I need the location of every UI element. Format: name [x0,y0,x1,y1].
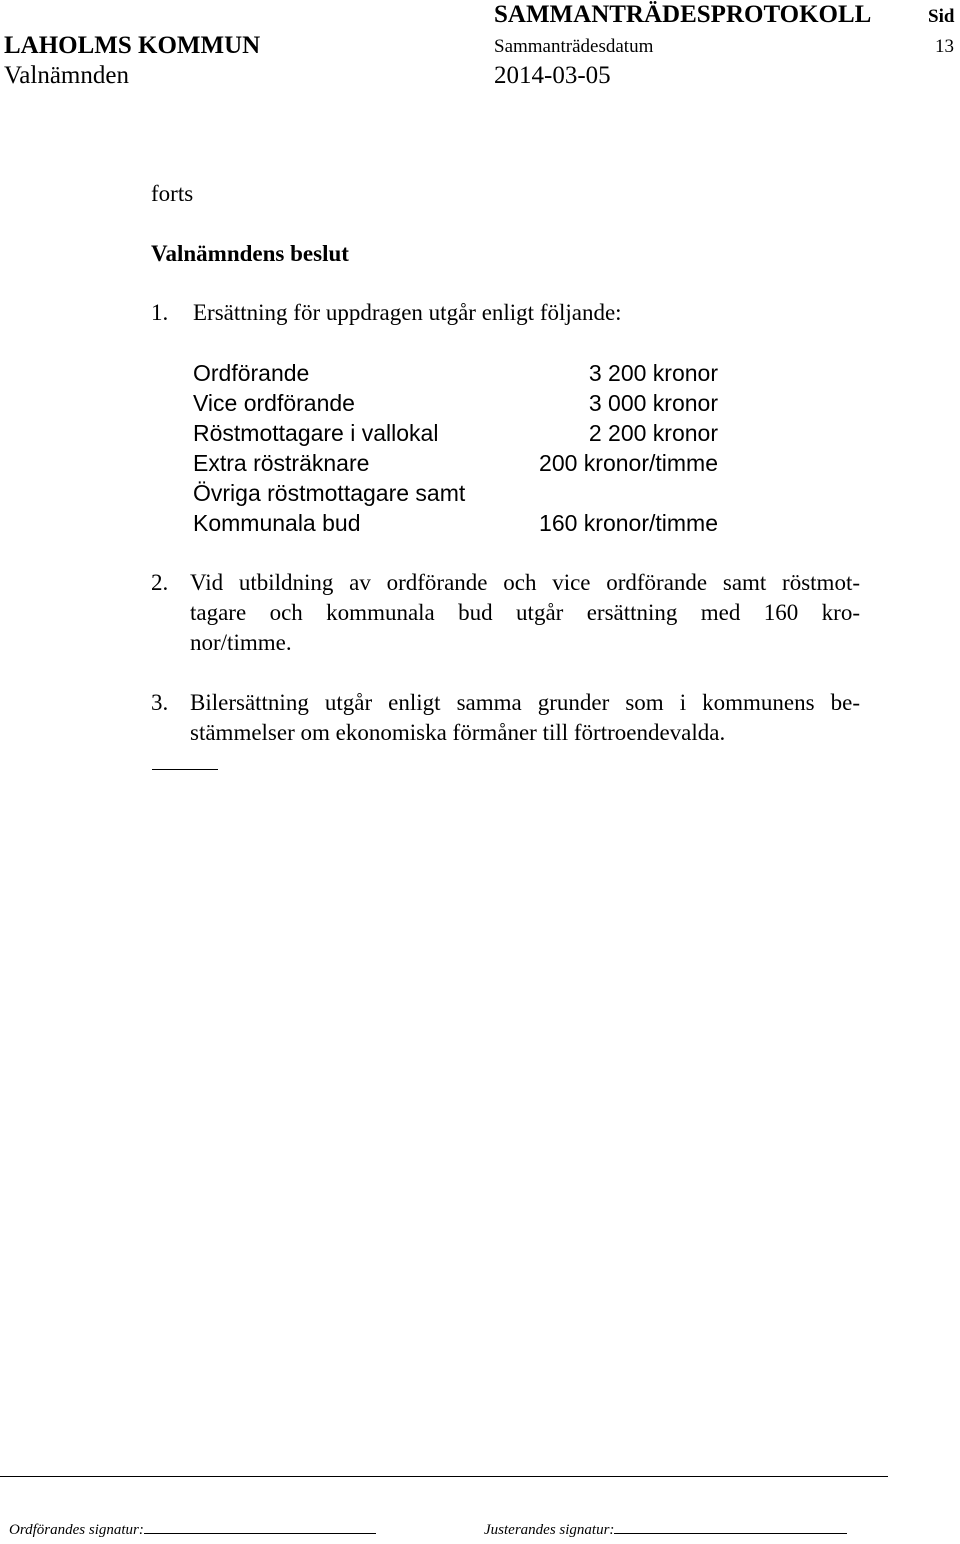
committee-name: Valnämnden [4,62,129,89]
rate-role: Vice ordförande [193,390,355,416]
rate-role: Ordförande [193,360,310,386]
rate-amount: 3 200 kronor [588,360,718,386]
chair-signature-line [144,1533,376,1534]
rate-amount: 3 000 kronor [588,390,718,416]
adjuster-signature-line [614,1533,847,1534]
rate-role: Kommunala bud [193,510,361,536]
item-3-number: 3. [151,690,169,715]
continued-label: forts [151,181,194,206]
item-3-line-1: Bilersättning utgår enligt samma grunder som i kommunens be- [190,690,860,715]
rate-role: Övriga röstmottagare samt [193,480,466,506]
page-number: 13 [935,36,954,57]
rate-amount: 2 200 kronor [588,420,718,446]
item-2-line-3: nor/timme. [190,630,292,655]
item-2-number: 2. [151,570,169,595]
document-type: SAMMANTRÄDESPROTOKOLL [494,1,872,28]
item-1-text: Ersättning för uppdragen utgår enligt följande: [193,300,622,325]
sid-label: Sid [928,6,955,27]
item-2-line-1: Vid utbildning av ordförande och vice ordförande samt röstmot- [190,570,860,595]
end-of-section-rule [152,769,218,770]
rate-role: Röstmottagare i vallokal [193,420,439,446]
chair-signature [9,1522,376,1539]
meeting-date: 2014-03-05 [494,62,611,89]
municipality-name: LAHOLMS KOMMUN [4,32,261,59]
rate-role: Extra rösträknare [193,450,370,476]
adjuster-signature [484,1522,847,1539]
footer-rule [0,1476,888,1477]
meeting-date-label: Sammanträdesdatum [494,36,654,57]
item-1-number: 1. [151,300,169,325]
chair-signature-label: Ordförandes signatur: [9,1522,144,1538]
adjuster-signature-label: Justerandes signatur: [484,1522,615,1538]
item-2-line-2: tagare och kommunala bud utgår ersättning med 160 kro- [190,600,860,625]
item-3-line-2: stämmelser om ekonomiska förmåner till förtroendevalda. [190,720,726,745]
rate-amount: 200 kronor/timme [539,450,718,476]
section-heading: Valnämndens beslut [151,241,349,266]
rate-amount: 160 kronor/timme [539,510,718,536]
